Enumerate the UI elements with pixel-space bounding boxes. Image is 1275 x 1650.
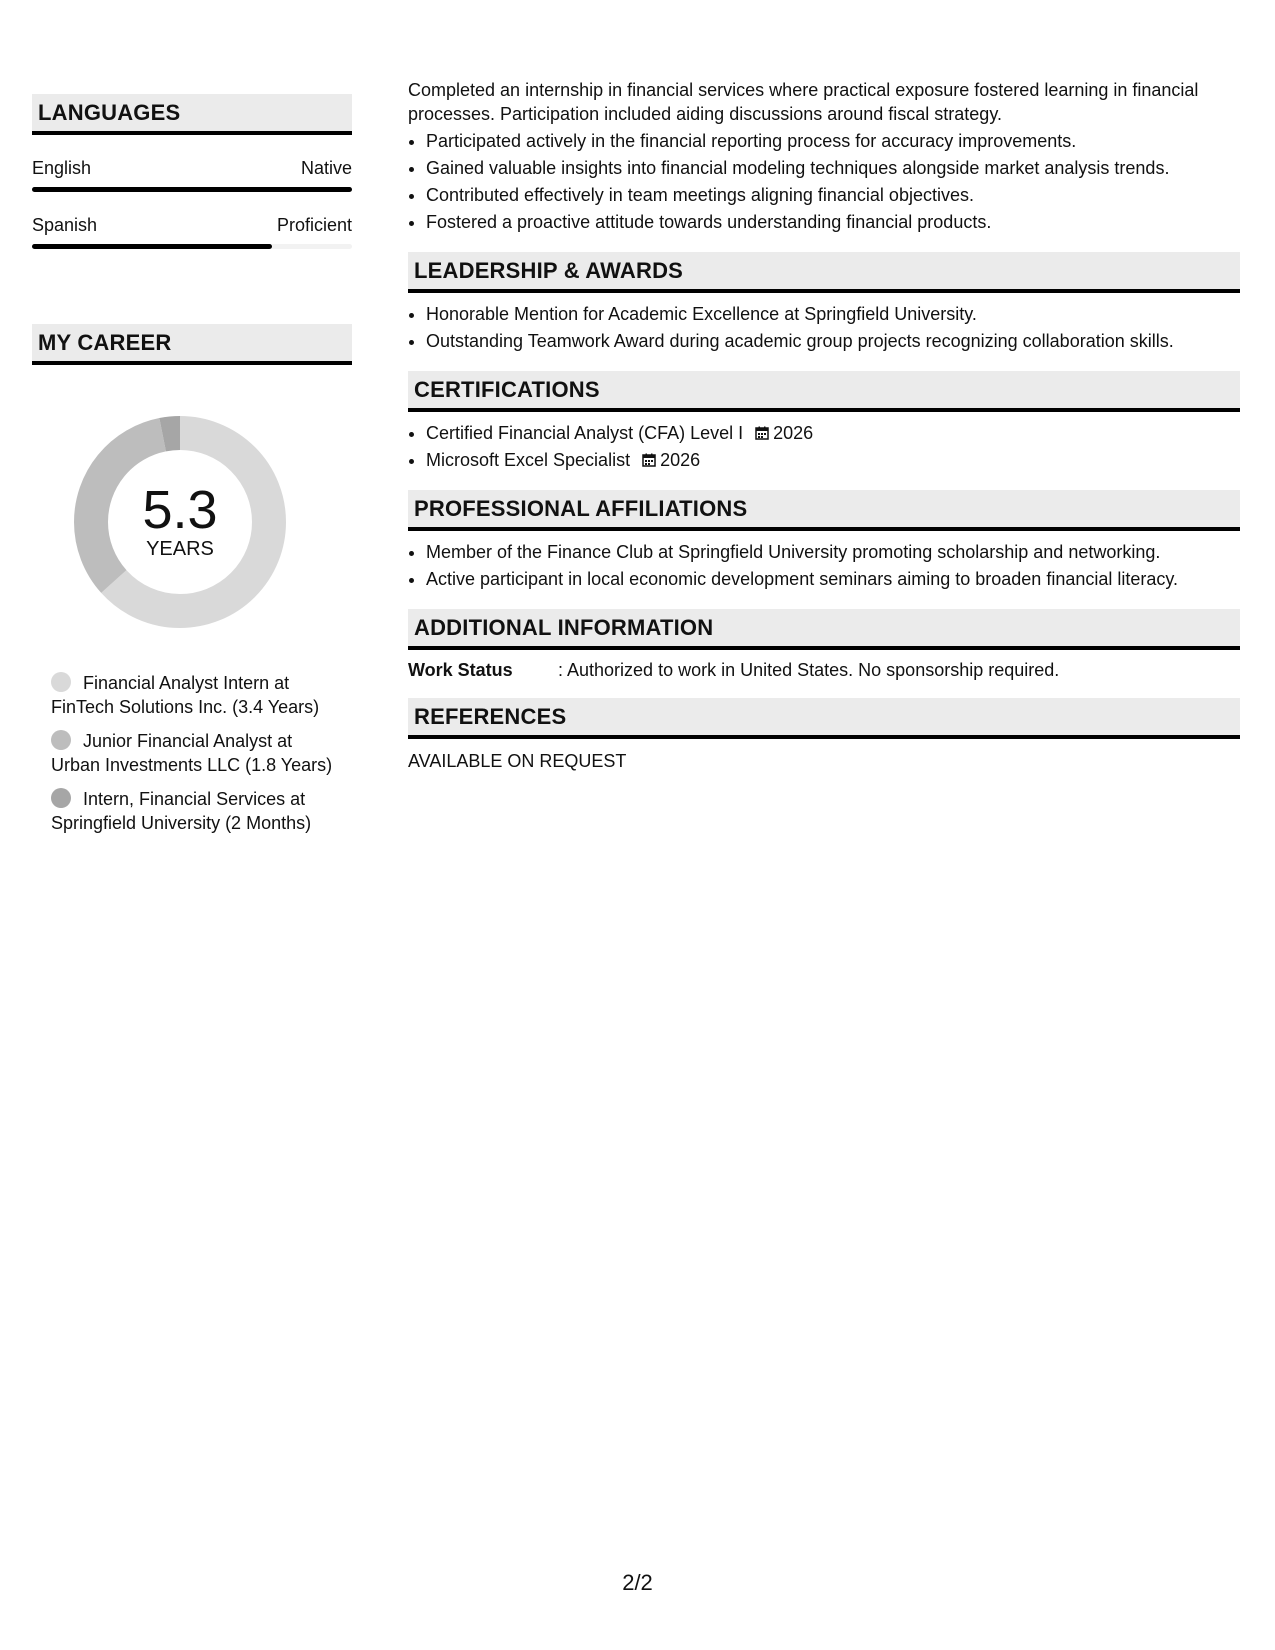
list-item: • Active participant in local economic development seminars aiming to broaden financial literacy.	[426, 566, 1240, 593]
references-section	[408, 698, 1240, 773]
list-item: • Fostered a proactive attitude towards understanding financial products.	[426, 209, 1240, 236]
career-donut-chart	[65, 407, 295, 637]
certification-year: 2026	[773, 423, 814, 443]
certifications-list	[408, 420, 1240, 474]
additional-info-section	[408, 609, 1240, 682]
list-item: • Member of the Finance Club at Springfield University promoting scholarship and networking.	[426, 539, 1240, 566]
certification-name: Certified Financial Analyst (CFA) Level I	[426, 423, 744, 443]
legend-dot	[51, 788, 71, 808]
work-status-row	[408, 658, 1240, 682]
list-item: • Contributed effectively in team meetings aligning financial objectives.	[426, 182, 1240, 209]
language-name: Spanish	[32, 215, 98, 235]
certification-year: 2026	[660, 450, 701, 470]
language-name: English	[32, 158, 92, 178]
leadership-list	[408, 301, 1240, 355]
language-item-english	[32, 157, 352, 192]
legend-item	[51, 671, 336, 719]
list-item: • Participated actively in the financial reporting process for accuracy improvements.	[426, 128, 1240, 155]
certification-name: Microsoft Excel Specialist	[426, 450, 631, 470]
work-status-value: : Authorized to work in United States. No sponsorship required.	[558, 660, 1060, 680]
legend-label: Financial Analyst Intern at FinTech Solutions Inc. (3.4 Years)	[51, 673, 320, 717]
language-proficiency-bar	[32, 187, 352, 192]
calendar-icon	[642, 453, 656, 467]
list-item	[426, 447, 1240, 474]
legend-label: Intern, Financial Services at Springfield University (2 Months)	[51, 789, 312, 833]
affiliations-section	[408, 490, 1240, 593]
certifications-section	[408, 371, 1240, 474]
references-text: AVAILABLE ON REQUEST	[408, 751, 627, 771]
experience-bullets	[408, 128, 1240, 236]
legend-label: Junior Financial Analyst at Urban Investments LLC (1.8 Years)	[51, 731, 333, 775]
affiliations-heading: PROFESSIONAL AFFILIATIONS	[408, 490, 1240, 531]
career-heading: MY CAREER	[32, 324, 352, 365]
left-column	[32, 94, 352, 845]
right-column	[408, 78, 1240, 773]
donut-center	[65, 407, 295, 637]
language-proficiency-bar	[32, 244, 352, 249]
list-item	[426, 420, 1240, 447]
references-heading: REFERENCES	[408, 698, 1240, 739]
calendar-icon	[755, 426, 769, 440]
list-item: • Honorable Mention for Academic Excellence at Springfield University.	[426, 301, 1240, 328]
career-legend	[32, 671, 336, 835]
certifications-heading: CERTIFICATIONS	[408, 371, 1240, 412]
leadership-heading: LEADERSHIP & AWARDS	[408, 252, 1240, 293]
language-level: Proficient	[276, 215, 352, 235]
experience-summary: Completed an internship in financial services where practical exposure fostered learning in financial processes. Participation included aiding discussions around fiscal strategy.	[408, 80, 1199, 124]
language-proficiency-fill	[32, 244, 272, 249]
language-level: Native	[300, 158, 352, 178]
legend-item	[51, 787, 336, 835]
languages-heading: LANGUAGES	[32, 94, 352, 135]
legend-item	[51, 729, 336, 777]
legend-dot	[51, 672, 71, 692]
language-item-spanish	[32, 214, 352, 249]
leadership-section	[408, 252, 1240, 355]
additional-info-heading: ADDITIONAL INFORMATION	[408, 609, 1240, 650]
legend-dot	[51, 730, 71, 750]
language-proficiency-fill	[32, 187, 352, 192]
affiliations-list	[408, 539, 1240, 593]
career-total-years: 5.3	[142, 480, 218, 540]
page-number: 2/2	[622, 1570, 653, 1595]
work-status-label: Work Status	[408, 660, 513, 680]
career-total-unit: YEARS	[146, 538, 214, 560]
list-item: • Outstanding Teamwork Award during academic group projects recognizing collaboration skills.	[426, 328, 1240, 355]
list-item: • Gained valuable insights into financial modeling techniques alongside market analysis trends.	[426, 155, 1240, 182]
